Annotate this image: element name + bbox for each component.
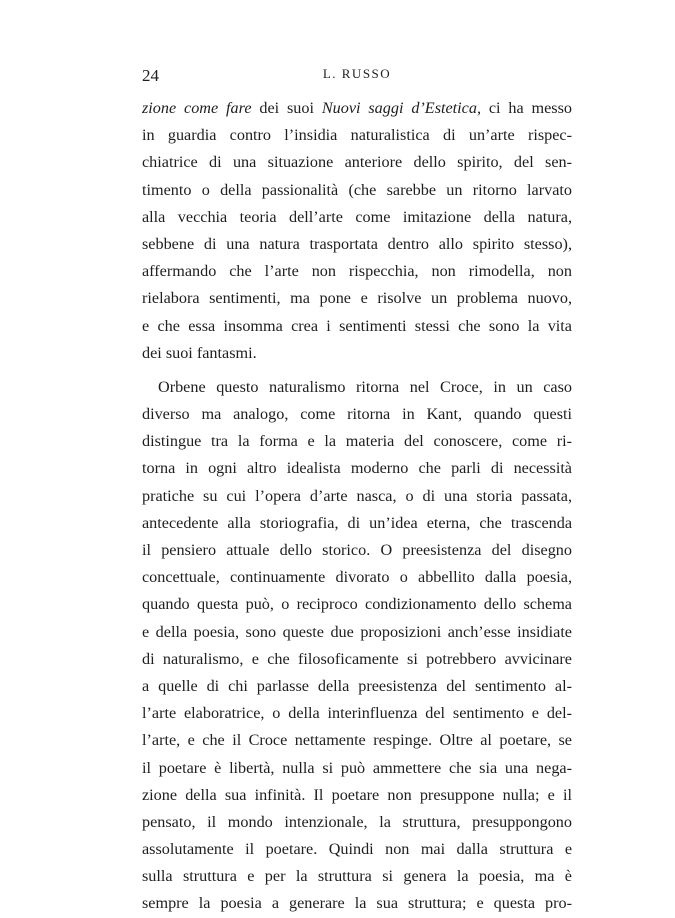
text-line: dei suoi fantasmi. — [142, 343, 257, 362]
text-line: l’arte, e che il Croce nettamente respinge. Oltre al poetare, se — [142, 731, 572, 750]
text-line: e della poesia, sono queste due proposizioni anch’esse insidiate — [142, 622, 572, 641]
text-line: l’arte elaboratrice, o della interinfluenza del sentimento e del- — [142, 704, 572, 723]
page-number: 24 — [142, 66, 159, 85]
text-line: il poetare è libertà, nulla si può ammettere che sia una nega- — [142, 758, 572, 777]
text-line: pratiche su cui l’opera d’arte nasca, o di una storia passata, — [142, 486, 572, 505]
text-line: in guardia contro l’insidia naturalistica di un’arte rispec- — [142, 126, 572, 145]
paragraph-gap — [142, 367, 572, 374]
text-line: diverso ma analogo, come ritorna in Kant, quando questi — [142, 405, 572, 424]
text-line: chiatrice di una situazione anteriore dello spirito, del sen- — [142, 153, 572, 172]
text-line: torna in ogni altro idealista moderno che parli di necessità — [142, 459, 572, 478]
text-line: rielabora sentimenti, ma pone e risolve un problema nuovo, — [142, 289, 572, 308]
running-title: L. RUSSO — [322, 66, 392, 81]
text-line: affermando che l’arte non rispecchia, non rimodella, non — [142, 262, 572, 281]
text-line: antecedente alla storiografia, di un’idea eterna, che trascenda — [142, 513, 572, 532]
text-run: ci ha messo — [481, 99, 572, 117]
text-line: pensato, il mondo intenzionale, la struttura, presuppongono — [142, 812, 572, 831]
text-line: Orbene questo naturalismo ritorna nel Croce, in un caso — [158, 377, 572, 396]
text-line: distingue tra la forma e la materia del conoscere, come ri- — [142, 432, 572, 451]
text-line: a quelle di chi parlasse della preesistenza del sentimento al- — [142, 676, 572, 695]
text-line: sebbene di una natura trasportata dentro allo spirito stesso), — [142, 234, 572, 253]
italic-phrase: zione come fare — [142, 99, 252, 117]
text-line: e che essa insomma crea i sentimenti stessi che sono la vita — [142, 316, 572, 335]
text-line: zione della sua infinità. Il poetare non presuppone nulla; e il — [142, 785, 572, 804]
text-line: di naturalismo, e che filosoficamente si potrebbero avvicinare — [142, 649, 572, 668]
text-line: il pensiero attuale dello storico. O preesistenza del disegno — [142, 541, 572, 559]
text-line: timento o della passionalità (che sarebbe un ritorno larvato — [142, 180, 572, 199]
text-line: sempre la poesia a generare la sua struttura; e questa pro- — [142, 894, 572, 913]
text-line: concettuale, continuamente divorato o abbellito dalla poesia, — [142, 568, 572, 587]
text-line: assolutamente il poetare. Quindi non mai dalla struttura e — [142, 840, 572, 859]
text-line — [142, 95, 572, 122]
body-text — [142, 95, 572, 918]
text-line: sulla struttura e per la struttura si genera la poesia, ma è — [142, 867, 572, 886]
book-title: Nuovi saggi d’Estetica, — [321, 99, 481, 117]
running-head — [142, 66, 572, 88]
text-line: alla vecchia teoria dell’arte come imitazione della natura, — [142, 207, 572, 226]
text-run: dei suoi — [251, 99, 322, 117]
text-line: quando questa può, o reciproco condizionamento dello schema — [142, 595, 572, 614]
